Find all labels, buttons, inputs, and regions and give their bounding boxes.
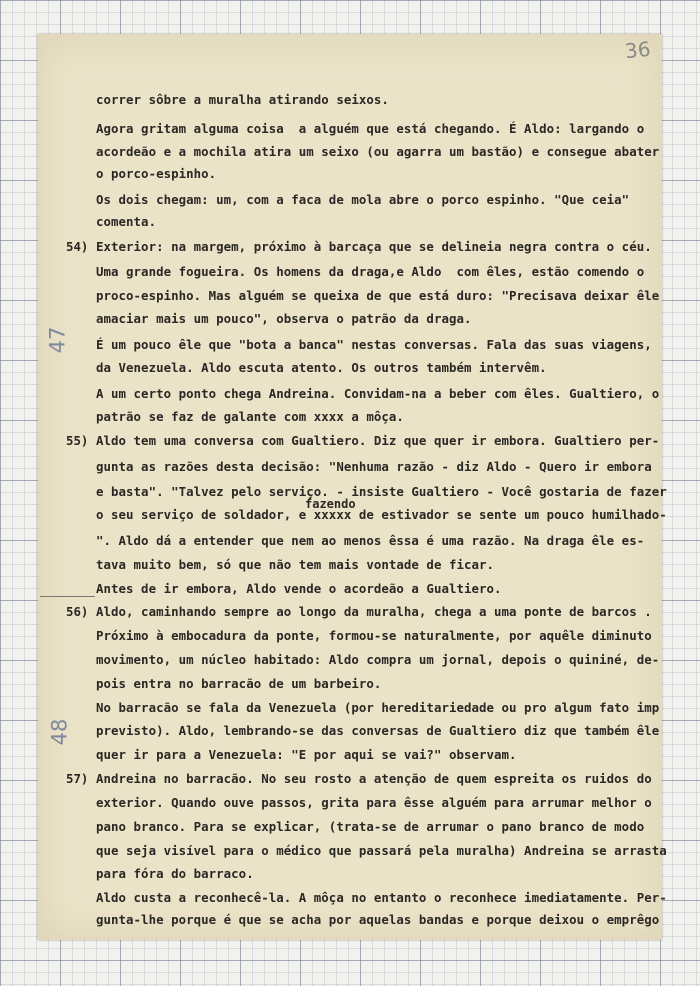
text-line: previsto). Aldo, lembrando-se das conversas de Gualtiero diz que também êle [96,723,660,738]
section-number: 54) [66,239,89,254]
text-line: Agora gritam alguma coisa a alguém que está chegando. É Aldo: largando o [96,121,645,136]
text-line: o seu serviço de soldador, e xxxxx de estivador se sente um pouco humilhado- [96,507,667,522]
text-line: o porco-espinho. [96,166,217,181]
page-number: 36 [623,36,652,64]
text-line: movimento, um núcleo habitado: Aldo compra um jornal, depois o quininé, de- [96,652,660,667]
text-line: Andreina no barracão. No seu rosto a atenção de quem espreita os ruidos do [96,771,652,786]
text-line: A um certo ponto chega Andreina. Convidam-na a beber com êles. Gualtiero, o [96,386,660,401]
text-line: que seja visível para o médico que passará pela muralha) Andreina se arrasta [96,843,667,858]
inserted-word: fazendo [305,497,356,511]
margin-rule [40,596,95,597]
text-line: tava muito bem, só que não tem mais vontade de ficar. [96,557,495,572]
text-line: ". Aldo dá a entender que nem ao menos êssa é uma razão. Na draga êle es- [96,533,645,548]
text-line: No barracão se fala da Venezuela (por hereditariedade ou pro algum fato imp [96,700,660,715]
text-line: proco-espinho. Mas alguém se queixa de que está duro: "Precisava deixar êle [96,288,660,303]
text-line: quer ir para a Venezuela: "E por aqui se vai?" observam. [96,747,517,762]
text-line: Aldo custa a reconhecê-la. A môça no entanto o reconhece imediatamente. Per- [96,890,667,905]
text-line: correr sôbre a muralha atirando seixos. [96,92,389,107]
text-line: Exterior: na margem, próximo à barcaça que se delineia negra contra o céu. [96,239,652,254]
text-line: É um pouco êle que "bota a banca" nestas conversas. Fala das suas viagens, [96,337,652,352]
text-line: Aldo tem uma conversa com Gualtiero. Diz que quer ir embora. Gualtiero per- [96,433,660,448]
text-line: Aldo, caminhando sempre ao longo da muralha, chega a uma ponte de barcos . [96,604,652,619]
section-number: 57) [66,771,89,786]
text-line: acordeão e a mochila atira um seixo (ou agarra um bastão) e consegue abater [96,144,660,159]
text-line: gunta-lhe porque é que se acha por aquelas bandas e porque deixou o emprêgo [96,912,660,927]
text-line: exterior. Quando ouve passos, grita para êsse alguém para arrumar melhor o [96,795,652,810]
section-number: 56) [66,604,89,619]
text-line: pois entra no barracão de um barbeiro. [96,676,382,691]
text-line: Os dois chegam: um, com a faca de mola abre o porco espinho. "Que ceia" [96,192,630,207]
text-line: da Venezuela. Aldo escuta atento. Os outros também intervêm. [96,360,547,375]
text-line: comenta. [96,214,157,229]
text-line: patrão se faz de galante com xxxx a môça. [96,409,404,424]
text-line: gunta as razões desta decisão: "Nenhuma razão - diz Aldo - Quero ir embora [96,459,652,474]
text-line: amaciar mais um pouco", observa o patrão da draga. [96,311,472,326]
margin-note-47: 47 [45,326,70,354]
text-line: e basta". "Talvez pelo serviço. - insiste Gualtiero - Você gostaria de fazer [96,484,667,499]
text-line: Próximo à embocadura da ponte, formou-se naturalmente, por aquêle diminuto [96,628,652,643]
text-line: para fóra do barraco. [96,866,254,881]
text-line: Uma grande fogueira. Os homens da draga,e Aldo com êles, estão comendo o [96,264,645,279]
text-line: pano branco. Para se explicar, (trata-se de arrumar o pano branco de modo [96,819,645,834]
text-line: Antes de ir embora, Aldo vende o acordeão a Gualtiero. [96,581,502,596]
section-number: 55) [66,433,89,448]
margin-note-48: 48 [47,718,72,746]
